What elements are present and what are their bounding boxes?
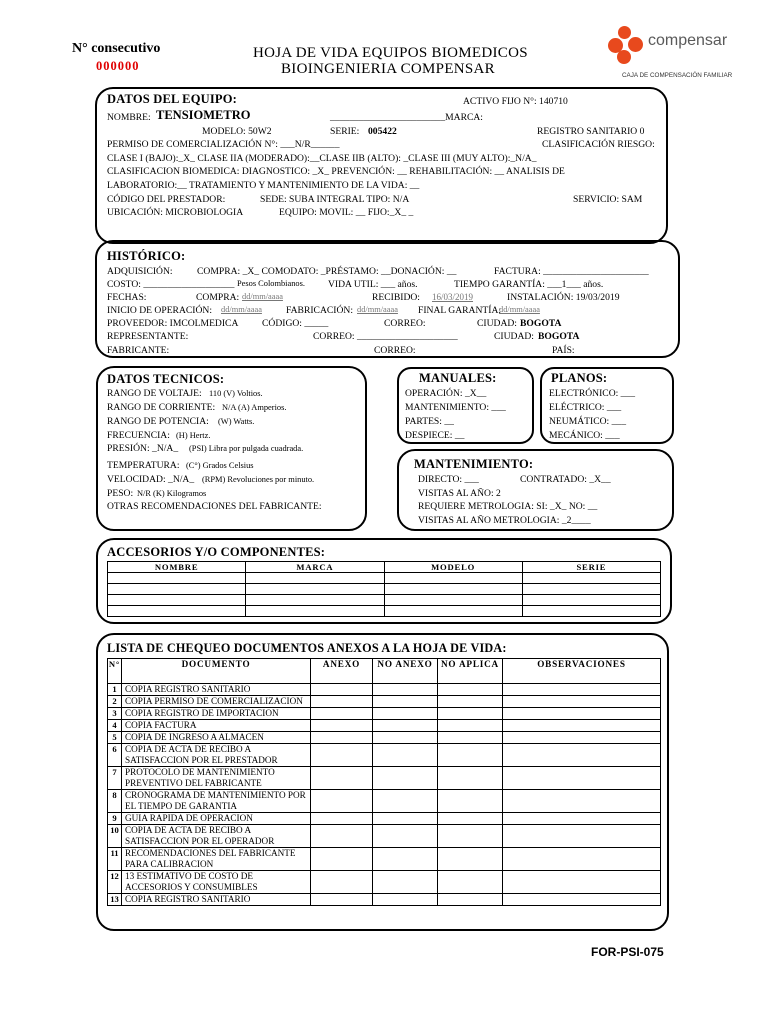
potencia-value: (W) Watts. [218,417,255,426]
tiempo-garantia: TIEMPO GARANTÍA: ___1___ años. [454,279,604,290]
codigo-proveedor: CÓDIGO: _____ [262,318,329,329]
no-anexo-cell[interactable] [373,825,438,848]
voltaje-label: RANGO DE VOLTAJE: [107,388,202,399]
no-aplica-cell[interactable] [438,848,503,871]
correo-proveedor: CORREO: [384,318,426,329]
observaciones-cell[interactable] [503,696,661,708]
no-aplica-cell[interactable] [438,894,503,906]
laboratorio-field: LABORATORIO:__ TRATAMIENTO Y MANTENIMIENTO DE LA VIDA: __ [107,180,420,191]
velocidad-label: VELOCIDAD: _N/A_ [107,474,195,485]
anexo-cell[interactable] [311,696,373,708]
equipo-movil-fijo: EQUIPO: MOVIL: __ FIJO:_X_ _ [279,207,414,218]
mantenimiento-heading: MANTENIMIENTO: [414,457,534,471]
col-anexo: ANEXO [311,659,373,684]
anexo-cell[interactable] [311,744,373,767]
correo-representante: CORREO: _____________________ [313,331,458,342]
inicio-operacion-label: INICIO DE OPERACIÓN: [107,305,212,316]
no-aplica-cell[interactable] [438,825,503,848]
consecutivo-label: N° consecutivo [72,41,161,56]
anexo-cell[interactable] [311,871,373,894]
row-number: 11 [108,848,122,871]
row-number: 6 [108,744,122,767]
row-number: 13 [108,894,122,906]
registro-sanitario: REGISTRO SANITARIO 0 [537,126,645,137]
table-row [108,871,661,894]
row-document: COPIA DE ACTA DE RECIBO A SATISFACCION POR EL OPERADOR [122,825,311,848]
fabricacion-label: FABRICACIÓN: [286,305,353,316]
table-row [108,720,661,732]
row-document: 13 ESTIMATIVO DE COSTO DE ACCESORIOS Y CONSUMIBLES [122,871,311,894]
col-nombre: NOMBRE [108,562,246,573]
nombre-label: NOMBRE: [107,112,151,123]
adquisicion-label: ADQUISICIÓN: [107,266,173,277]
representante-field: REPRESENTANTE: [107,331,189,342]
no-anexo-cell[interactable] [373,744,438,767]
anexo-cell[interactable] [311,767,373,790]
table-cell[interactable] [522,595,660,606]
presion-value: (PSI) Libra por pulgada cuadrada. [189,444,304,453]
clasificacion-riesgo: CLASIFICACIÓN RIESGO: [542,139,655,150]
voltaje-value: 110 (V) Voltios. [209,389,263,398]
nombre-value: TENSIOMETRO [156,108,251,122]
table-row [108,606,661,617]
no-aplica-cell[interactable] [438,767,503,790]
table-cell[interactable] [246,595,384,606]
table-row [108,573,661,584]
row-number: 9 [108,813,122,825]
clasificacion-biomedica: CLASIFICACION BIOMEDICA: DIAGNOSTICO: _X_ PREVENCIÓN: __ REHABILITACIÓN: __ ANALISIS DE [107,166,565,177]
logo-tagline: CAJA DE COMPENSACIÓN FAMILIAR [622,72,733,79]
frecuencia-label: FRECUENCIA: [107,430,170,441]
pais-field: PAÍS: [552,345,575,356]
table-cell[interactable] [522,584,660,595]
no-aplica-cell[interactable] [438,696,503,708]
checklist-table-body [108,684,661,906]
row-document: COPIA REGISTRO SANITARIO [122,894,311,906]
table-row [108,584,661,595]
no-anexo-cell[interactable] [373,696,438,708]
mant-visitas-metrologia: VISITAS AL AÑO METROLOGIA: _2____ [418,515,591,526]
col-modelo: MODELO [384,562,522,573]
planos-heading: PLANOS: [551,371,608,385]
serie-value: 005422 [368,126,397,137]
row-document: PROTOCOLO DE MANTENIMIENTO PREVENTIVO DEL FABRICANTE [122,767,311,790]
proveedor-field: PROVEEDOR: IMCOLMEDICA [107,318,239,329]
table-cell[interactable] [108,573,246,584]
no-aplica-cell[interactable] [438,732,503,744]
permiso-comercializacion: PERMISO DE COMERCIALIZACIÓN N°: ___N/R______ [107,139,340,150]
row-document: COPIA REGISTRO DE IMPORTACION [122,708,311,720]
row-number: 12 [108,871,122,894]
accesorios-table [107,561,661,617]
no-aplica-cell[interactable] [438,684,503,696]
row-number: 3 [108,708,122,720]
logo-mark-icon [618,26,631,39]
peso-value: N/R (K) Kilogramos [137,489,207,498]
table-cell[interactable] [108,606,246,617]
corriente-value: N/A (A) Amperios. [222,403,287,412]
row-number: 2 [108,696,122,708]
no-anexo-cell[interactable] [373,684,438,696]
table-cell[interactable] [384,573,522,584]
anexo-cell[interactable] [311,732,373,744]
presion-label: PRESIÓN: _N/A_ [107,443,179,454]
fabricacion-value: dd/mm/aaaa [357,305,398,314]
manual-despiece: DESPIECE: __ [405,430,465,441]
anexo-cell[interactable] [311,813,373,825]
fecha-instalacion: INSTALACIÓN: 19/03/2019 [507,292,620,303]
mant-directo: DIRECTO: ___ [418,474,479,485]
final-garantia-value: dd/mm/aaaa [499,305,540,314]
table-cell[interactable] [246,573,384,584]
manuales-heading: MANUALES: [419,371,497,385]
factura-field: FACTURA: ______________________ [494,266,649,277]
anexo-cell[interactable] [311,894,373,906]
fecha-recibido-value: 16/03/2019 [432,292,474,302]
anexo-cell[interactable] [311,825,373,848]
no-anexo-cell[interactable] [373,767,438,790]
consecutivo-value: 000000 [96,59,140,73]
vida-util: VIDA UTIL: ___ años. [328,279,418,290]
servicio-field: SERVICIO: SAM [573,194,643,205]
manual-mantenimiento: MANTENIMIENTO: ___ [405,402,506,413]
potencia-label: RANGO DE POTENCIA: [107,416,209,427]
row-number: 1 [108,684,122,696]
ubicacion-field: UBICACIÓN: MICROBIOLOGIA [107,207,244,218]
col-marca: MARCA [246,562,384,573]
accesorios-heading: ACCESORIOS Y/O COMPONENTES: [107,545,326,559]
modelo-field: MODELO: 50W2 [202,126,272,137]
no-aplica-cell[interactable] [438,813,503,825]
col-documento: DOCUMENTO [122,659,311,684]
anexo-cell[interactable] [311,708,373,720]
table-row [108,790,661,813]
observaciones-cell[interactable] [503,744,661,767]
equipo-heading: DATOS DEL EQUIPO: [107,92,238,106]
fecha-compra-label: COMPRA: [196,292,240,303]
table-header-row [108,659,661,684]
velocidad-value: (RPM) Revoluciones por minuto. [202,475,315,484]
observaciones-cell[interactable] [503,767,661,790]
ciudad-representante-label: CIUDAD: [494,331,534,342]
no-aplica-cell[interactable] [438,790,503,813]
ciudad-representante-value: BOGOTA [538,331,580,342]
no-anexo-cell[interactable] [373,708,438,720]
mant-visitas: VISITAS AL AÑO: 2 [418,488,501,499]
table-cell[interactable] [246,606,384,617]
fechas-label: FECHAS: [107,292,147,303]
tecnicos-heading: DATOS TECNICOS: [107,372,225,386]
table-header-row [108,562,661,573]
codigo-prestador: CÓDIGO DEL PRESTADOR: [107,194,226,205]
mant-contratado: CONTRATADO: _X__ [520,474,611,485]
table-row [108,708,661,720]
table-cell[interactable] [384,606,522,617]
no-aplica-cell[interactable] [438,744,503,767]
compensar-logo [604,24,734,84]
table-row [108,894,661,906]
checklist-table [107,658,661,906]
observaciones-cell[interactable] [503,720,661,732]
row-number: 10 [108,825,122,848]
logo-wordmark: compensar [648,32,728,49]
observaciones-cell[interactable] [503,813,661,825]
no-aplica-cell[interactable] [438,720,503,732]
plano-electronico: ELECTRÓNICO: ___ [549,388,636,399]
table-row [108,732,661,744]
table-row [108,595,661,606]
page-subtitle: BIOINGENIERIA COMPENSAR [281,61,495,77]
row-document: COPIA DE INGRESO A ALMACEN [122,732,311,744]
otras-recomendaciones: OTRAS RECOMENDACIONES DEL FABRICANTE: [107,501,322,512]
row-number: 8 [108,790,122,813]
row-document: COPIA REGISTRO SANITARIO [122,684,311,696]
table-cell[interactable] [246,584,384,595]
row-number: 5 [108,732,122,744]
ciudad-proveedor-label: CIUDAD: [477,318,517,329]
table-row [108,744,661,767]
costo-field: COSTO: ___________________ [107,279,235,290]
col-serie: SERIE [522,562,660,573]
serie-label: SERIE: [330,126,360,137]
table-row [108,813,661,825]
logo-dot [628,37,643,52]
table-cell[interactable] [108,595,246,606]
observaciones-cell[interactable] [503,732,661,744]
row-document: GUIA RAPIDA DE OPERACION [122,813,311,825]
page-title: HOJA DE VIDA EQUIPOS BIOMEDICOS [253,45,528,61]
plano-electrico: ELÉCTRICO: ___ [549,402,622,413]
row-number: 4 [108,720,122,732]
fecha-recibido-label: RECIBIDO: [372,292,420,303]
accesorios-table-body [108,573,661,617]
col-numero: N° [108,659,122,684]
table-cell[interactable] [522,606,660,617]
table-row [108,696,661,708]
observaciones-cell[interactable] [503,825,661,848]
row-document: COPIA DE ACTA DE RECIBO A SATISFACCION POR EL PRESTADOR [122,744,311,767]
row-document: COPIA PERMISO DE COMERCIALIZACION [122,696,311,708]
fecha-compra-value: dd/mm/aaaa [242,292,283,301]
form-code: FOR-PSI-075 [591,945,664,959]
checklist-heading: LISTA DE CHEQUEO DOCUMENTOS ANEXOS A LA HOJA DE VIDA: [107,641,507,655]
fabricante-field: FABRICANTE: [107,345,170,356]
row-number: 7 [108,767,122,790]
observaciones-cell[interactable] [503,790,661,813]
sede-field: SEDE: SUBA INTEGRAL TIPO: N/A [260,194,410,205]
costo-moneda: Pesos Colombianos. [237,279,305,288]
no-anexo-cell[interactable] [373,894,438,906]
anexo-cell[interactable] [311,790,373,813]
manual-operacion: OPERACIÓN: _X__ [405,388,487,399]
ciudad-proveedor-value: BOGOTA [520,318,562,329]
observaciones-cell[interactable] [503,848,661,871]
no-anexo-cell[interactable] [373,790,438,813]
plano-neumatico: NEUMÁTICO: ___ [549,416,627,427]
row-document: CRONOGRAMA DE MANTENIMIENTO POR EL TIEMPO DE GARANTIA [122,790,311,813]
observaciones-cell[interactable] [503,708,661,720]
col-no-anexo: NO ANEXO [373,659,438,684]
plano-mecanico: MECÁNICO: ___ [549,430,620,441]
peso-label: PESO: [107,488,134,499]
historico-heading: HISTÓRICO: [107,249,186,263]
temperatura-value: (C°) Grados Celsius [186,461,254,470]
observaciones-cell[interactable] [503,684,661,696]
adquisicion-tipo: COMPRA: _X_ COMODATO: _PRÉSTAMO: __DONACIÓN: __ [197,266,457,277]
correo-fabricante: CORREO: [374,345,416,356]
table-row [108,767,661,790]
row-document: RECOMENDACIONES DEL FABRICANTE PARA CALIBRACION [122,848,311,871]
inicio-operacion-value: dd/mm/aaaa [221,305,262,314]
table-cell[interactable] [522,573,660,584]
final-garantia-label: FINAL GARANTÍA: [418,305,502,316]
temperatura-label: TEMPERATURA: [107,460,180,471]
no-anexo-cell[interactable] [373,871,438,894]
anexo-cell[interactable] [311,848,373,871]
no-aplica-cell[interactable] [438,871,503,894]
no-anexo-cell[interactable] [373,732,438,744]
marca-field: ________________________MARCA: [330,112,483,123]
no-anexo-cell[interactable] [373,848,438,871]
table-cell[interactable] [108,584,246,595]
table-cell[interactable] [384,595,522,606]
activo-fijo: ACTIVO FIJO N°: 140710 [463,96,568,107]
observaciones-cell[interactable] [503,871,661,894]
frecuencia-value: (H) Hertz. [176,431,211,440]
table-cell[interactable] [384,584,522,595]
corriente-label: RANGO DE CORRIENTE: [107,402,216,413]
no-anexo-cell[interactable] [373,813,438,825]
col-observaciones: OBSERVACIONES [503,659,661,684]
table-row [108,848,661,871]
anexo-cell[interactable] [311,720,373,732]
col-no-aplica: NO APLICA [438,659,503,684]
no-aplica-cell[interactable] [438,708,503,720]
observaciones-cell[interactable] [503,894,661,906]
no-anexo-cell[interactable] [373,720,438,732]
anexo-cell[interactable] [311,684,373,696]
logo-dot [617,50,631,64]
table-row [108,825,661,848]
manual-partes: PARTES: __ [405,416,454,427]
clases-riesgo: CLASE I (BAJO):_X_ CLASE IIA (MODERADO):__CLASE IIB (ALTO): _CLASE III (MUY ALTO):_N/A_ [107,153,537,164]
table-row [108,684,661,696]
row-document: COPIA FACTURA [122,720,311,732]
mant-requiere-metrologia: REQUIERE METROLOGIA: SI: _X_ NO: __ [418,501,598,512]
